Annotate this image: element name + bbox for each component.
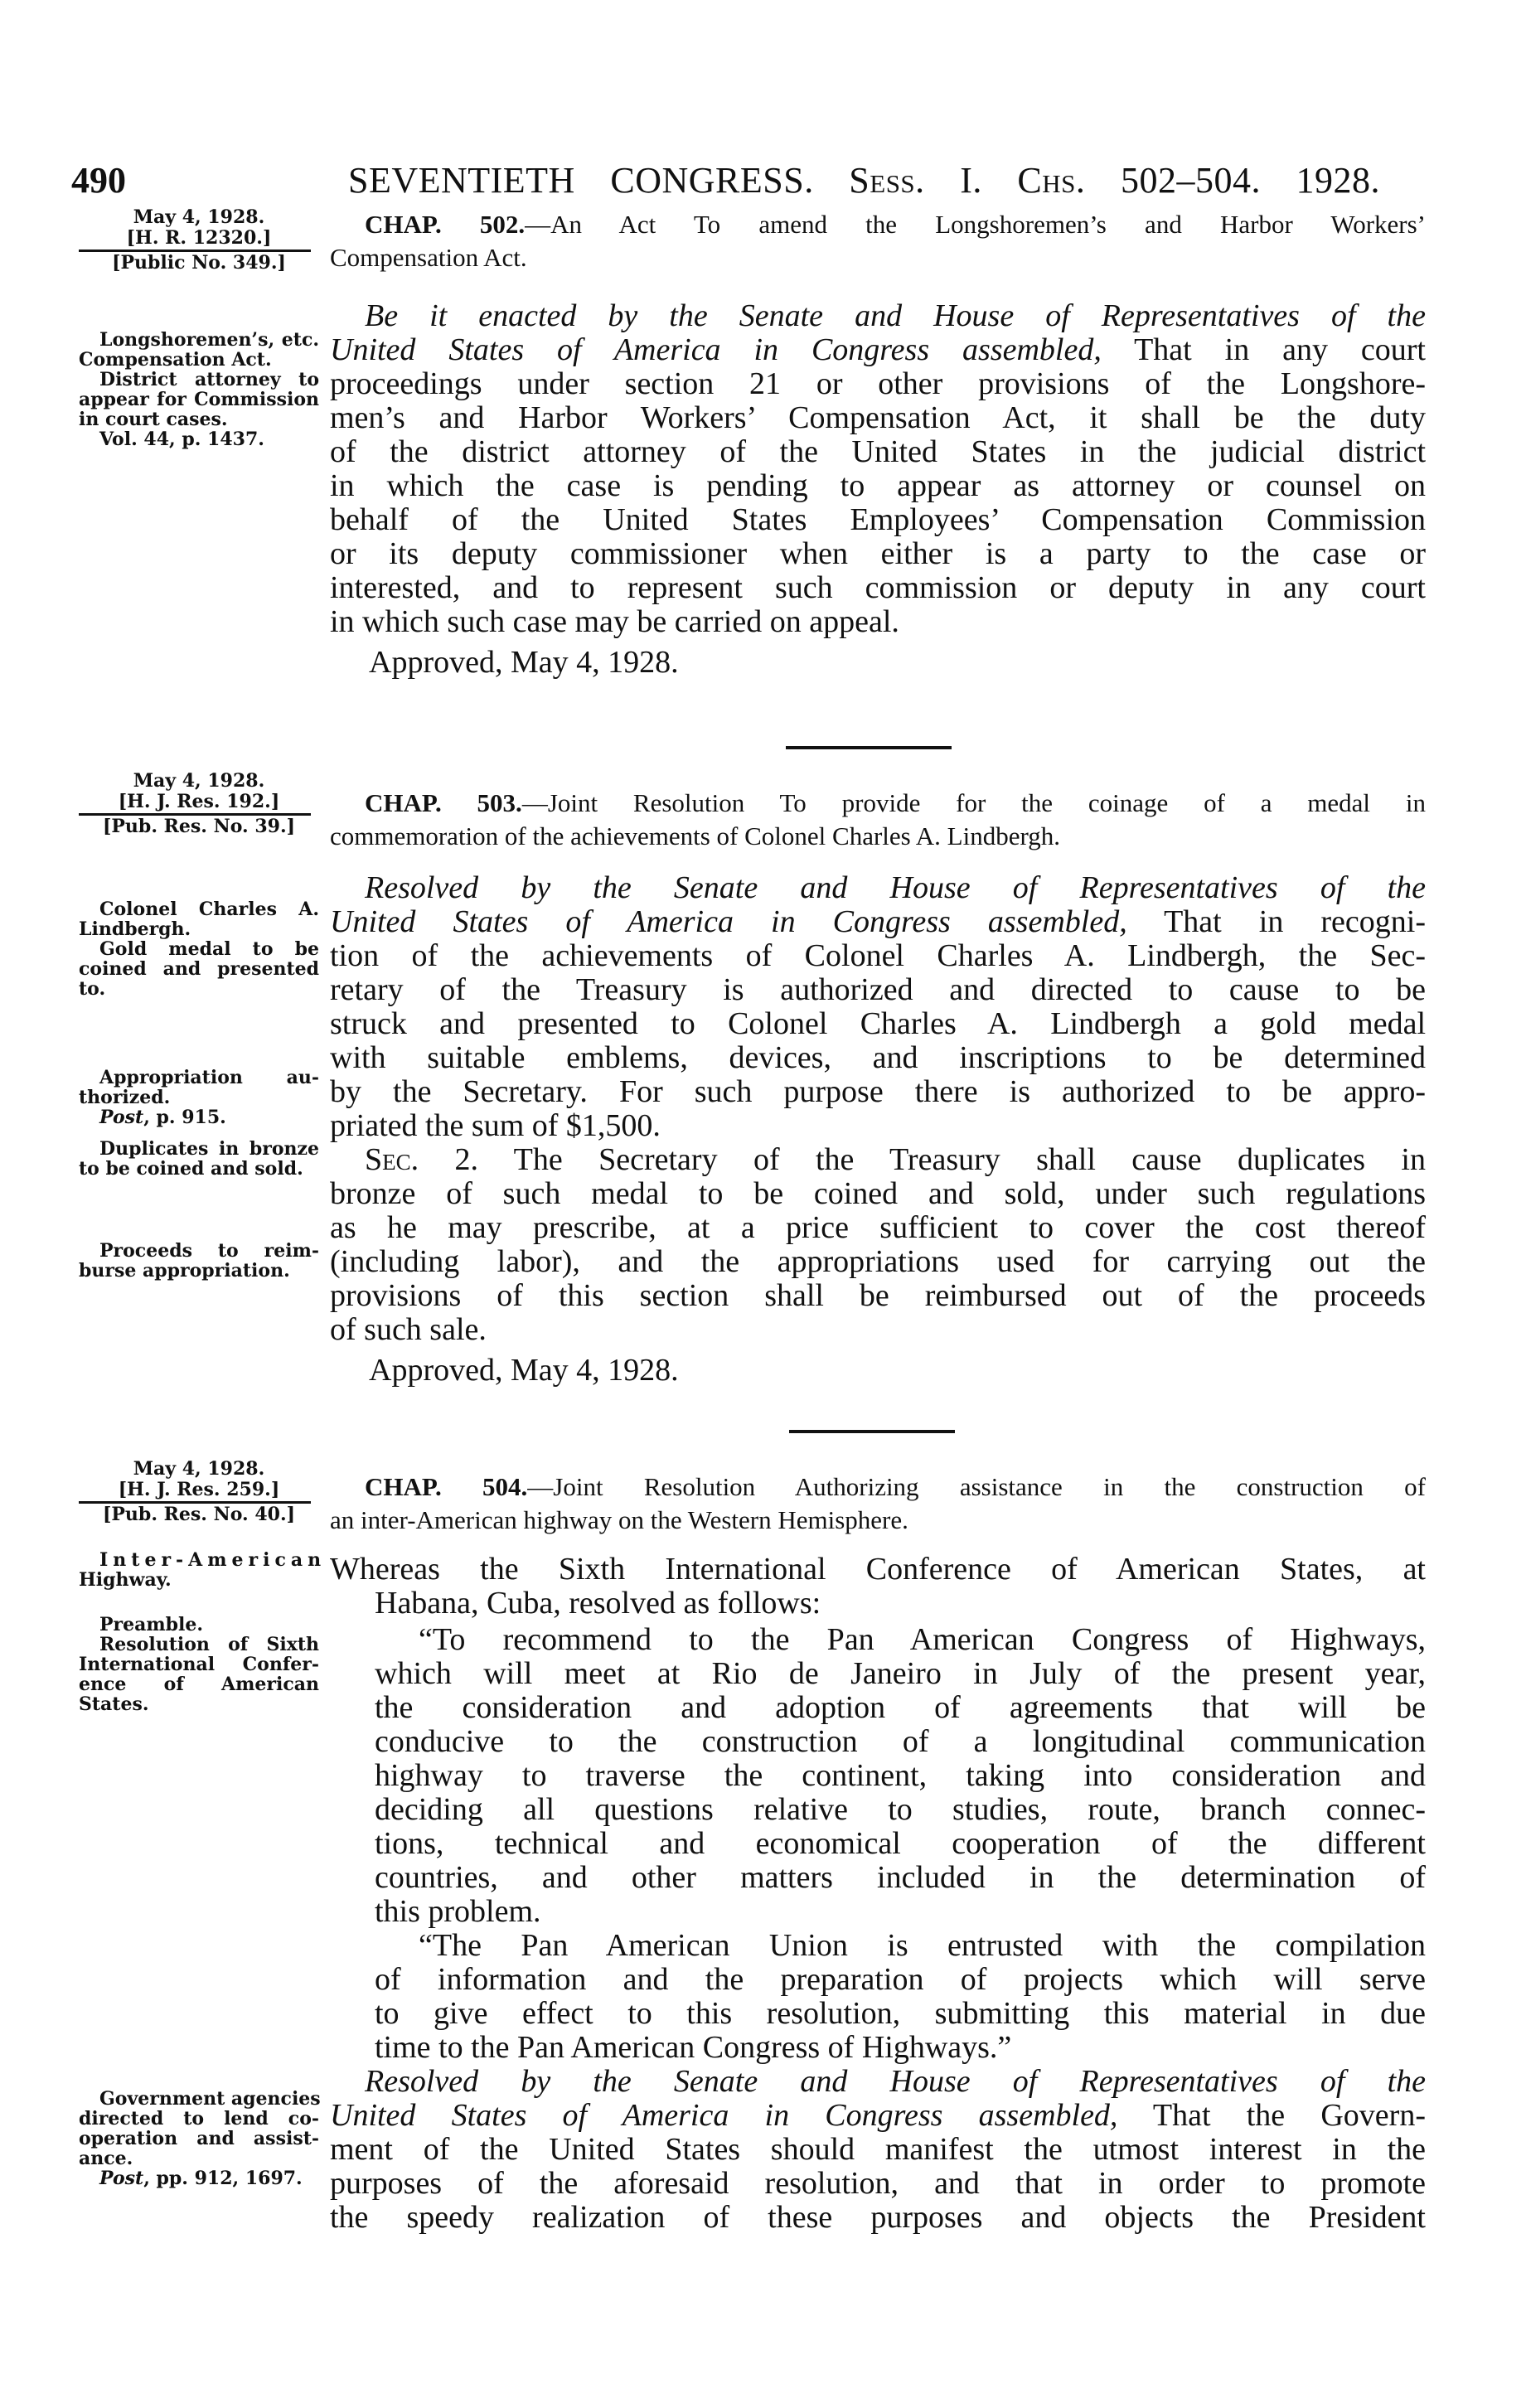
margin-note-preamble: Preamble. Resolution of Sixth International Confer- ence of American States.: [79, 1614, 319, 1715]
bill-reference-504: [79, 1459, 319, 1525]
chapter-label: CHAP. 503.: [365, 788, 522, 817]
running-head-chapters: Chs. 502–504.: [1017, 160, 1261, 201]
whereas-line: Whereas the Sixth International Conference of American States, at: [330, 1552, 1426, 1587]
body-line: of such sale.: [330, 1312, 487, 1347]
body-line: retary of the Treasury is authorized and directed to cause to be: [330, 972, 1426, 1007]
chapter-heading-502-line-2: Compensation Act.: [330, 243, 527, 272]
bill-reference-502: [79, 207, 319, 274]
chapter-label: CHAP. 502.: [365, 210, 526, 239]
body-line: ment of the United States should manifest the utmost interest in the: [330, 2132, 1426, 2167]
body-line: proceedings under section 21 or other provisions of the Longshore-: [330, 366, 1426, 401]
body-line: in which the case is pending to appear as attorney or counsel on: [330, 468, 1426, 503]
margin-note-lindbergh: Colonel Charles A. Lindbergh. Gold medal to be coined and presented to.: [79, 899, 319, 1000]
margin-note-appropriation: Appropriation au- thorized. Post, p. 915.: [79, 1067, 319, 1128]
margin-note-longshoremen-act: Longshoremen’s, etc. Compensation Act. District attorney to appear for Commission in court cases. Vol. 44, p. 1437.: [79, 329, 319, 450]
quote-line: deciding all questions relative to studies, route, branch connec-: [375, 1792, 1426, 1827]
quote-line: “To recommend to the Pan American Congress of Highways,: [419, 1622, 1426, 1657]
quote-line: which will meet at Rio de Janeiro in July of the present year,: [375, 1656, 1426, 1691]
body-line: United States of America in Congress assembled, That in recogni-: [330, 904, 1426, 939]
bill-number: [H. J. Res. 192.]: [118, 791, 280, 812]
bill-reference-503: [79, 771, 319, 837]
chapter-heading-504-line-1: CHAP. 504.—Joint Resolution Authorizing assistance in the construction of: [365, 1472, 1426, 1501]
body-line: (including labor), and the appropriations used for carrying out the: [330, 1244, 1426, 1279]
body-line: of the district attorney of the United States in the judicial district: [330, 434, 1426, 469]
page-number: 490: [71, 160, 126, 201]
body-line: with suitable emblems, devices, and inscriptions to be determined: [330, 1040, 1426, 1075]
margin-note-inter-american-highway: Inter-American Highway.: [79, 1549, 327, 1591]
body-line: tion of the achievements of Colonel Charles A. Lindbergh, the Sec-: [330, 938, 1426, 973]
bill-date: May 4, 1928.: [133, 770, 265, 792]
quote-line: of information and the preparation of projects which will serve: [375, 1962, 1426, 1997]
body-line: provisions of this section shall be reimbursed out of the proceeds: [330, 1278, 1426, 1313]
bill-number: [H. J. Res. 259.]: [118, 1479, 280, 1500]
margin-note-duplicates: Duplicates in bronze to be coined and sold.: [79, 1138, 319, 1180]
running-head-title: SEVENTIETH CONGRESS.: [348, 160, 814, 201]
body-line: priated the sum of $1,500.: [330, 1108, 661, 1143]
bill-number: [H. R. 12320.]: [126, 227, 272, 249]
resolving-clause: Resolved by the Senate and House of Representatives of the: [365, 2064, 1426, 2099]
section-label: Sec. 2.: [365, 1142, 478, 1177]
body-line: in which such case may be carried on appeal.: [330, 604, 899, 639]
approval-date: Approved, May 4, 1928.: [369, 1353, 679, 1388]
running-head-session: Sess. I.: [849, 160, 982, 201]
body-line: United States of America in Congress assembled, That in any court: [330, 332, 1426, 367]
body-line: United States of America in Congress assembled, That the Govern-: [330, 2098, 1426, 2133]
quote-line: tions, technical and economical cooperation of the different: [375, 1826, 1426, 1861]
bill-date: May 4, 1928.: [133, 206, 265, 228]
quote-line: highway to traverse the continent, taking into consideration and: [375, 1758, 1426, 1793]
body-line: or its deputy commissioner when either is a party to the case or: [330, 536, 1426, 571]
body-line: bronze of such medal to be coined and sold, under such regulations: [330, 1176, 1426, 1211]
public-law-number: [Pub. Res. No. 39.]: [102, 816, 296, 837]
bill-date: May 4, 1928.: [133, 1458, 265, 1480]
resolving-clause: Resolved by the Senate and House of Representatives of the: [365, 870, 1426, 905]
public-law-number: [Public No. 349.]: [112, 252, 286, 274]
enacting-clause: Be it enacted by the Senate and House of Representatives of the: [365, 298, 1426, 333]
body-line: behalf of the United States Employees’ Compensation Commission: [330, 502, 1426, 537]
chapter-heading-504-line-2: an inter-American highway on the Western Hemisphere.: [330, 1505, 908, 1534]
section-divider: [789, 1430, 955, 1433]
body-line: as he may prescribe, at a price sufficient to cover the cost thereof: [330, 1210, 1426, 1245]
body-line: men’s and Harbor Workers’ Compensation Act, it shall be the duty: [330, 400, 1426, 435]
section-2-line: Sec. 2. The Secretary of the Treasury shall cause duplicates in: [365, 1142, 1426, 1177]
body-line: the speedy realization of these purposes and objects the President: [330, 2200, 1426, 2235]
section-divider: [786, 746, 952, 749]
running-head-year: 1928.: [1296, 160, 1380, 201]
margin-note-government-agencies: Government agencies directed to lend co- operation and assist- ance. Post, pp. 912, 1697.: [79, 2088, 321, 2189]
body-line: interested, and to represent such commission or deputy in any court: [330, 570, 1426, 605]
quote-line: the consideration and adoption of agreements that will be: [375, 1690, 1426, 1725]
running-head: [348, 159, 1380, 202]
margin-note-proceeds: Proceeds to reim- burse appropriation.: [79, 1240, 319, 1282]
quote-line: conducive to the construction of a longitudinal communication: [375, 1724, 1426, 1759]
approval-date: Approved, May 4, 1928.: [369, 645, 679, 680]
public-law-number: [Pub. Res. No. 40.]: [102, 1504, 296, 1525]
quote-line: countries, and other matters included in the determination of: [375, 1860, 1426, 1895]
chapter-heading-503-line-2: commemoration of the achievements of Colonel Charles A. Lindbergh.: [330, 821, 1060, 850]
chapter-label: CHAP. 504.: [365, 1472, 528, 1501]
chapter-heading-502-line-1: CHAP. 502.—An Act To amend the Longshoremen’s and Harbor Workers’: [365, 210, 1426, 239]
body-line: purposes of the aforesaid resolution, and that in order to promote: [330, 2166, 1426, 2201]
body-line: by the Secretary. For such purpose there is authorized to be appro-: [330, 1074, 1426, 1109]
quote-line: “The Pan American Union is entrusted with the compilation: [419, 1928, 1426, 1963]
body-line: struck and presented to Colonel Charles A. Lindbergh a gold medal: [330, 1006, 1426, 1041]
quote-line: to give effect to this resolution, submitting this material in due: [375, 1996, 1426, 2031]
whereas-line: Habana, Cuba, resolved as follows:: [375, 1586, 821, 1621]
chapter-heading-503-line-1: CHAP. 503.—Joint Resolution To provide for the coinage of a medal in: [365, 788, 1426, 817]
quote-line: this problem.: [375, 1894, 541, 1929]
quote-line: time to the Pan American Congress of Highways.”: [375, 2030, 1012, 2065]
